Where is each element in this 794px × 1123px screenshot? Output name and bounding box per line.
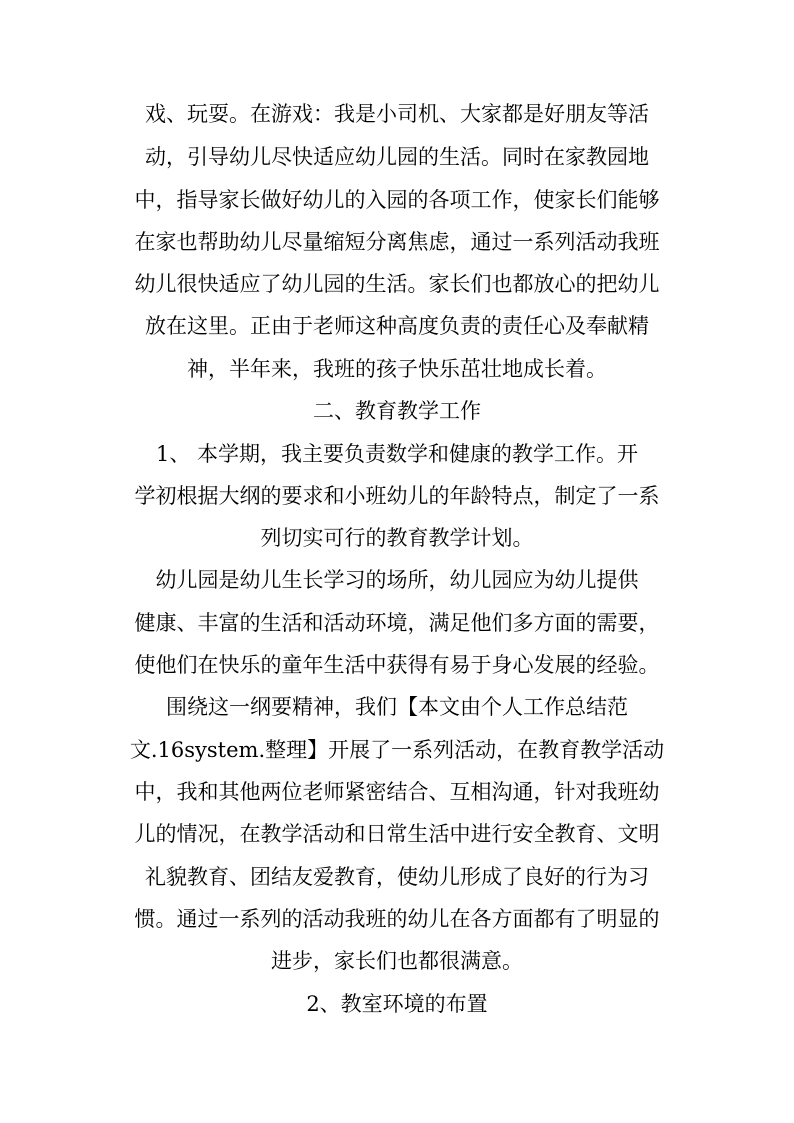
paragraph-line: 进步，家长们也都很满意。 [271, 949, 523, 973]
paragraph-line: 放在这里。正由于老师这种高度负责的责任心及奉献精 [145, 314, 649, 338]
paragraph-line: 神，半年来，我班的孩子快乐茁壮地成长着。 [187, 357, 607, 381]
paragraph-line: 健康、丰富的生活和活动环境，满足他们多方面的需要， [134, 611, 660, 635]
paragraph-line: 列切实可行的教育教学计划。 [260, 526, 534, 550]
paragraph-line: 围绕这一纲要精神，我们【本文由个人工作总结范 [166, 695, 628, 719]
paragraph-line: 使他们在快乐的童年生活中获得有易于身心发展的经验。 [134, 653, 660, 677]
paragraph-line: 在家也帮助幼儿尽量缩短分离焦虑，通过一系列活动我班 [134, 230, 660, 254]
paragraph-line: 戏、玩耍。在游戏：我是小司机、大家都是好朋友等活 [145, 102, 649, 126]
paragraph-line: 中，我和其他两位老师紧密结合、互相沟通，针对我班幼 [134, 780, 660, 804]
paragraph-line: 文.16system.整理】开展了一系列活动，在教育教学活动 [129, 738, 665, 762]
paragraph-line: 幼儿园是幼儿生长学习的场所，幼儿园应为幼儿提供 [155, 568, 639, 592]
paragraph-line: 礼貌教育、团结友爱教育，使幼儿形成了良好的行为习 [145, 865, 649, 889]
paragraph-line: 幼儿很快适应了幼儿园的生活。家长们也都放心的把幼儿 [134, 272, 660, 296]
paragraph-line: 中，指导家长做好幼儿的入园的各项工作，使家长们能够 [134, 188, 660, 212]
paragraph-line: 动，引导幼儿尽快适应幼儿园的生活。同时在家教园地 [145, 145, 649, 169]
paragraph-line: 惯。通过一系列的活动我班的幼儿在各方面都有了明显的 [134, 907, 660, 931]
paragraph-line: 儿的情况，在教学活动和日常生活中进行安全教育、文明 [134, 822, 660, 846]
paragraph-line: 学初根据大纲的要求和小班幼儿的年龄特点，制定了一系 [134, 484, 660, 508]
paragraph-line: 1、 本学期，我主要负责数学和健康的教学工作。开 [155, 442, 639, 466]
section-heading: 二、教育教学工作 [313, 399, 481, 423]
section-heading: 2、教室环境的布置 [306, 992, 488, 1016]
